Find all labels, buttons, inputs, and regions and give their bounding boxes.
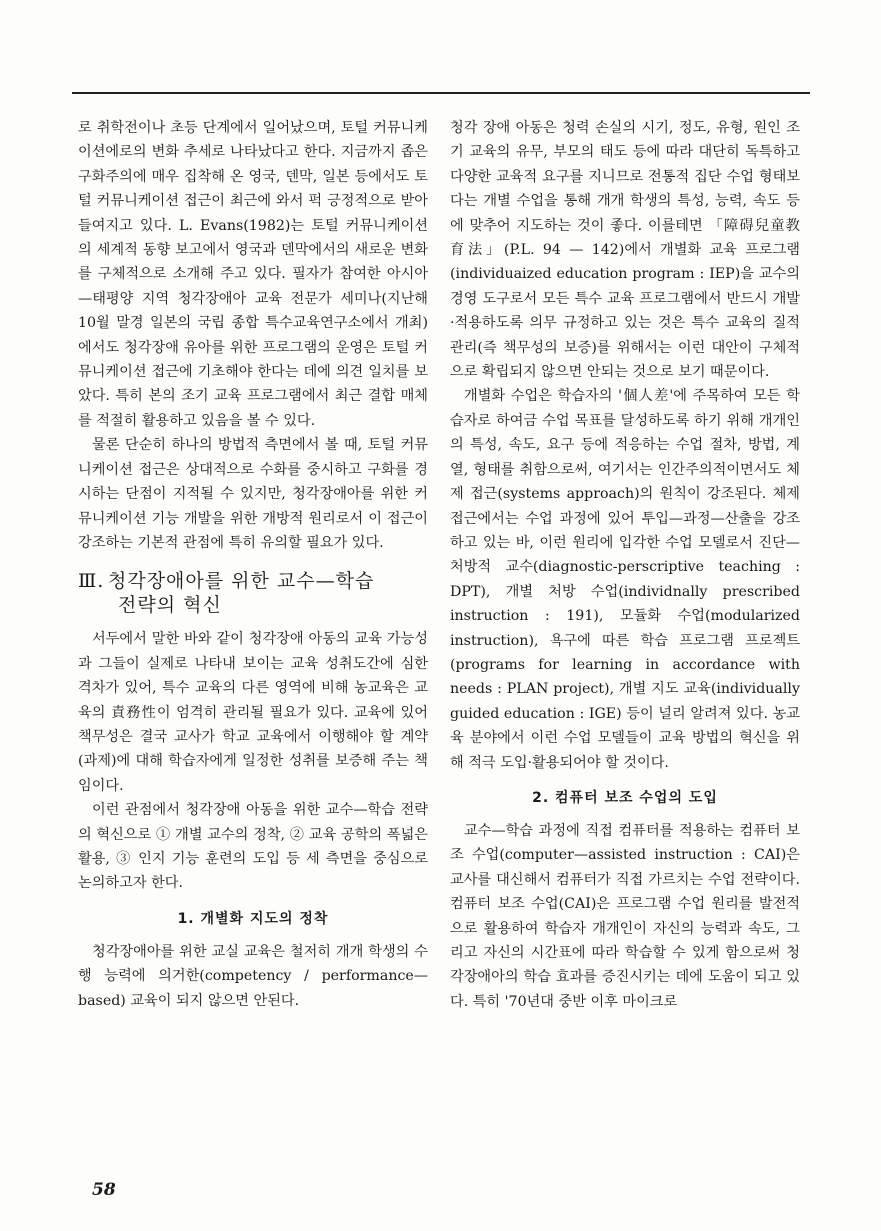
body-paragraph: 로 취학전이나 초등 단계에서 일어났으며, 토털 커뮤니케이션에로의 변화 추세로 나타났다고 한다. 지금까지 좁은 구화주의에 매우 집착해 온 영국, 덴막, 일본 등에서도 토털 커뮤니케이션 접근이 최근에 와서 퍽 긍정적으로 받아 들여지고 있다. L. Evans(1982)는 토털 커뮤니케이션의 세계적 동향 보고에서 영국과 덴막에서의 새로운 변화를 구체적으로 소개해 주고 있다. 필자가 참여한 아시아—태평양 지역 청각장애아 교육 전문가 세미나(지난해 10월 말경 일본의 국립 종합 특수교육연구소에서 개최)에서도 청각장애 유아를 위한 프로그램의 운영은 토털 커뮤니케이션 접근에 기초해야 한다는 데에 의견 일치를 보았다. 특히 본의 조기 교육 프로그램에서 최근 결합 매체를 적절히 활용하고 있음을 볼 수 있다. — [78, 120, 428, 429]
body-paragraph: 이런 관점에서 청각장애 아동을 위한 교수—학습 전략의 혁신으로 ① 개별 교수의 정착, ② 교육 공학의 폭넓은 활용, ③ 인지 기능 훈련의 도입 등 세 측면을 중심으로 논의하고자 한다. — [78, 802, 428, 892]
body-paragraph: 개별화 수업은 학습자의 '個人差'에 주목하여 모든 학습자로 하여금 수업 목표를 달성하도록 하기 위해 개개인의 특성, 속도, 요구 등에 적응하는 수업 절차, 방법, 계열, 형태를 취함으로써, 여기서는 인간주의적이면서도 체제 접근(systems approach)의 원칙이 강조된다. 체제 접근에서는 수업 과정에 있어 투입—과정—산출을 강조하고 있는 바, 이런 원리에 입각한 수업 모델로서 진단—처방적 교수(diagnostic-perscriptive teaching : DPT), 개별 처방 수업(individnally prescribed instruction : 191), 모듈화 수업(modularized instruction), 욕구에 따른 학습 프로그램 프로젝트(programs for learning in accordance with needs : PLAN project), 개별 지도 교육(individually guided education : IGE) 등이 널리 알려져 있다. 농교육 분야에서 이런 수업 모델들이 교육 방법의 혁신을 위해 적극 도입·활용되어야 할 것이다. — [450, 388, 800, 771]
section-number: Ⅲ. — [78, 570, 105, 593]
body-paragraph: 청각 장애 아동은 청력 손실의 시기, 정도, 유형, 원인 조기 교육의 유무, 부모의 태도 등에 따라 대단히 독특하고 다양한 교육적 요구를 지니므로 전통적 집단 수업 형태보다는 개별 수업을 통해 개개 학생의 특성, 능력, 속도 등에 맞추어 지도하는 것이 좋다. 이를테면 「障碍兒童教育法」(P.L. 94 — 142)에서 개별화 교육 프로그램(individuaized education program : IEP)을 교수의 경영 도구로서 모든 특수 교육 프로그램에서 반드시 개발·적용하도록 의무 규정하고 있는 것은 특수 교육의 질적 관리(즉 책무성의 보증)를 위해서는 이런 대안이 구체적으로 확립되지 않으면 안되는 것으로 보기 때문이다. — [450, 120, 800, 381]
section-heading — [78, 569, 428, 617]
section-title-line1: 청각장애아를 위한 교수—학습 — [108, 570, 375, 593]
subsection-heading: 2. 컴퓨터 보조 수업의 도입 — [532, 789, 718, 806]
body-paragraph: 서두에서 말한 바와 같이 청각장애 아동의 교육 가능성과 그들이 실제로 나타내 보이는 교육 성취도간에 심한 격차가 있어, 특수 교육의 다른 영역에 비해 농교육은 교육의 責務性이 엄격히 관리될 필요가 있다. 교육에 있어 책무성은 결국 교사가 학교 교육에서 이행해야 할 계약(과제)에 대해 학습자에게 일정한 성취를 보증해 주는 책임이다. — [78, 631, 428, 794]
left-column — [78, 116, 428, 1013]
right-column — [450, 116, 800, 1014]
header-rule — [72, 92, 810, 94]
body-paragraph: 물론 단순히 하나의 방법적 측면에서 볼 때, 토털 커뮤니케이션 접근은 상대적으로 수화를 중시하고 구화를 경시하는 단점이 지적될 수 있지만, 청각장애아를 위한 커뮤니케이션 기능 개발을 위한 개방적 원리로서 이 접근이 강조하는 기본적 관점에 특히 유의할 필요가 있다. — [78, 437, 428, 551]
section-title-line2: 전략의 혁신 — [118, 594, 222, 617]
body-paragraph: 청각장애아를 위한 교실 교육은 철저히 개개 학생의 수행 능력에 의거한(competency / performance—based) 교육이 되지 않으면 안된다. — [78, 943, 428, 1009]
subsection-heading: 1. 개별화 지도의 정착 — [177, 910, 329, 927]
page-number: 58 — [92, 1180, 116, 1200]
body-paragraph: 교수—학습 과정에 직접 컴퓨터를 적용하는 컴퓨터 보조 수업(computer—assisted instruction : CAI)은 교사를 대신해서 컴퓨터가 직접 가르치는 수업 전략이다. 컴퓨터 보조 수업(CAI)은 프로그램 수업 원리를 발전적으로 활용하여 학습자 개개인이 자신의 능력과 속도, 그리고 자신의 시간표에 따라 학습할 수 있게 함으로써 청각장애아의 학습 효과를 증진시키는 데에 도움이 되고 있다. 특히 '70년대 중반 이후 마이크로 — [450, 822, 800, 1010]
